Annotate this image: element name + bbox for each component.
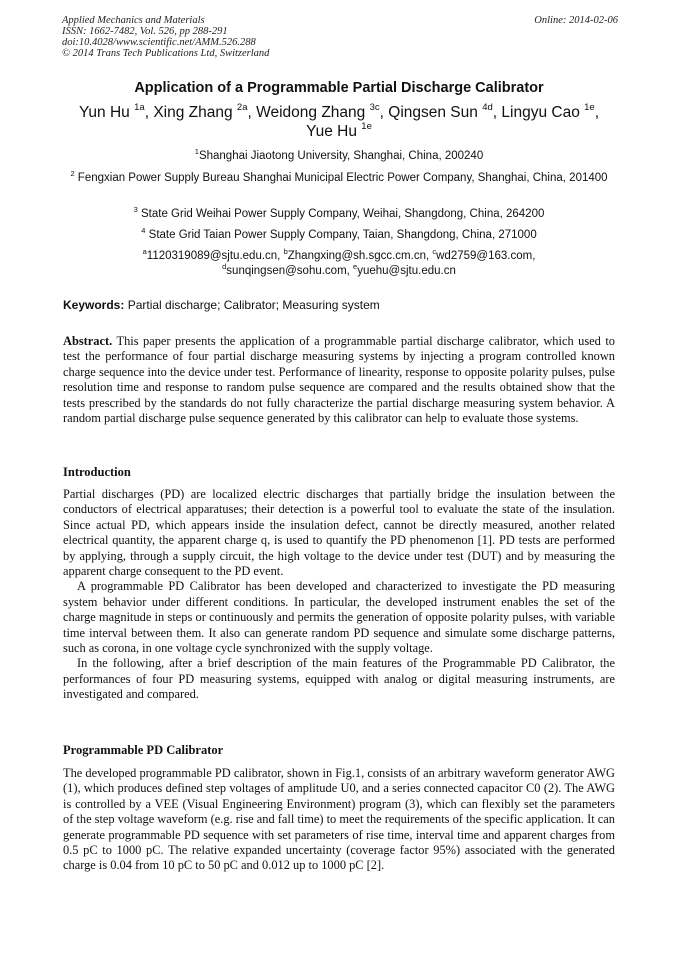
abstract xyxy=(63,334,615,426)
author: Qingsen Sun $^{4d}$, xyxy=(388,102,502,121)
doi-line[interactable]: doi:10.4028/www.scientific.net/AMM.526.288 xyxy=(62,37,256,48)
introduction-body xyxy=(63,487,615,703)
keywords-line xyxy=(63,298,619,313)
paragraph: In the following, after a brief description of the main features of the Programmable PD Calibrator, the performances of four PD measuring systems, equipped with analog or digital measuring instruments, are investigated and compared. xyxy=(63,656,615,702)
email-link[interactable]: yuehu@sjtu.edu.cn xyxy=(357,265,456,277)
paper-title: Application of a Programmable Partial Discharge Calibrator xyxy=(134,80,544,96)
journal-header xyxy=(62,15,618,59)
author: Yun Hu $^{1a}$, xyxy=(78,102,154,121)
keywords-text: Partial discharge; Calibrator; Measuring system xyxy=(124,298,380,312)
email-link[interactable]: wd2759@163.com, xyxy=(436,250,536,262)
abstract-label: Abstract. xyxy=(63,334,113,348)
section-heading-introduction: Introduction xyxy=(63,465,131,479)
affiliation-1: $^1$Shanghai Jiaotong University, Shanghai, China, 200240 xyxy=(194,147,484,162)
email-list: $^a$1120319089@sjtu.edu.cn, $^b$Zhangxing@sh.sgcc.cm.cn, $^c$wd2759@163.com, $^d$sunqingsen@sohu.com, $^e$yuehu@sjtu.edu.cn xyxy=(142,247,536,277)
email-link[interactable]: Zhangxing@sh.sgcc.cm.cn, xyxy=(287,250,433,262)
copyright-line: © 2014 Trans Tech Publications Ltd, Switzerland xyxy=(62,48,270,59)
paragraph: The developed programmable PD calibrator, shown in Fig.1, consists of an arbitrary waveform generator AWG (1), which produces defined step voltages of amplitude U0, and a series connected capacitor C0 (2). The AWG is controlled by a VEE (Visual Engineering Environment) program (3), which can flexibly set the parameters of the step voltage waveform (e.g. rise and fall time) to meet the requirements of the specific application. It can generate programmable PD sequence with set parameters of rise time, interval time and apparent charges from 0.5 pC to 1000 pC. The relative expanded uncertainty (coverage factor 95%) associated with the generated charge is 0.04 from 10 pC to 50 pC and 0.012 up to 1000 pC [2]. xyxy=(63,766,615,873)
author: Xing Zhang $^{2a}$, xyxy=(153,102,257,121)
author-list xyxy=(50,103,628,141)
journal-name: Applied Mechanics and Materials xyxy=(62,15,205,26)
affiliation-2: $^2$ Fengxian Power Supply Bureau Shanghai Municipal Electric Power Company, Shanghai, China, 201400 xyxy=(70,169,608,184)
section-heading-calibrator: Programmable PD Calibrator xyxy=(63,743,224,757)
keywords-label: Keywords: xyxy=(63,298,125,312)
email-link[interactable]: sunqingsen@sohu.com, xyxy=(226,265,354,277)
abstract-text: This paper presents the application of a programmable partial discharge calibrator, which used to test the performance of four partial discharge measuring systems by injecting a program controlled known charge sequence into the device under test. Performance of linearity, response to opposite polarity pulses, pulse resolution time and response to random pulse sequence are compared and the results obtained show that the tests prescribed by the standards do not fully characterize the partial discharge measuring system behavior. A random partial discharge pulse sequence generated by this calibrator can help to evaluate those systems. xyxy=(63,334,615,426)
calibrator-body xyxy=(63,766,615,874)
affiliation-3: $^3$ State Grid Weihai Power Supply Company, Weihai, Shangdong, China, 264200 xyxy=(133,205,545,220)
paragraph: Partial discharges (PD) are localized electric discharges that partially bridge the insulation between the conductors of electrical apparatuses; their detection is a powerful tool to evaluate the state of the insulation. Since actual PD, which appears inside the insulation defect, cannot be directly measured, another related electrical quantity, the apparent charge q, is used to quantify the PD phenomenon [1]. PD tests are performed by applying, through a supply circuit, the high voltage to the device under test (DUT) and by measuring the apparent charge consequent to the PD event. xyxy=(63,487,615,579)
online-date: Online: 2014-02-06 xyxy=(534,15,618,26)
author: Weidong Zhang $^{3c}$, xyxy=(256,102,389,121)
author: Yue Hu $^{1e}$ xyxy=(306,121,372,140)
email-link[interactable]: 1120319089@sjtu.edu.cn, xyxy=(146,250,284,262)
paragraph: A programmable PD Calibrator has been developed and characterized to investigate the PD measuring system behavior under different conditions. In particular, the developed instrument enables the set of the charge magnitude in steps or continuously and permits the generation of opposite polarity pulses, with variable time interval between them. It also can generate random PD sequence and simulate some discharge patterns, such as corona, in one voltage cycle synchronized with the supply voltage. xyxy=(63,579,615,656)
issn-line: ISSN: 1662-7482, Vol. 526, pp 288-291 xyxy=(62,26,228,37)
affiliation-4: $^4$ State Grid Taian Power Supply Company, Taian, Shangdong, China, 271000 xyxy=(141,226,537,241)
author: Lingyu Cao $^{1e}$, xyxy=(501,102,600,121)
